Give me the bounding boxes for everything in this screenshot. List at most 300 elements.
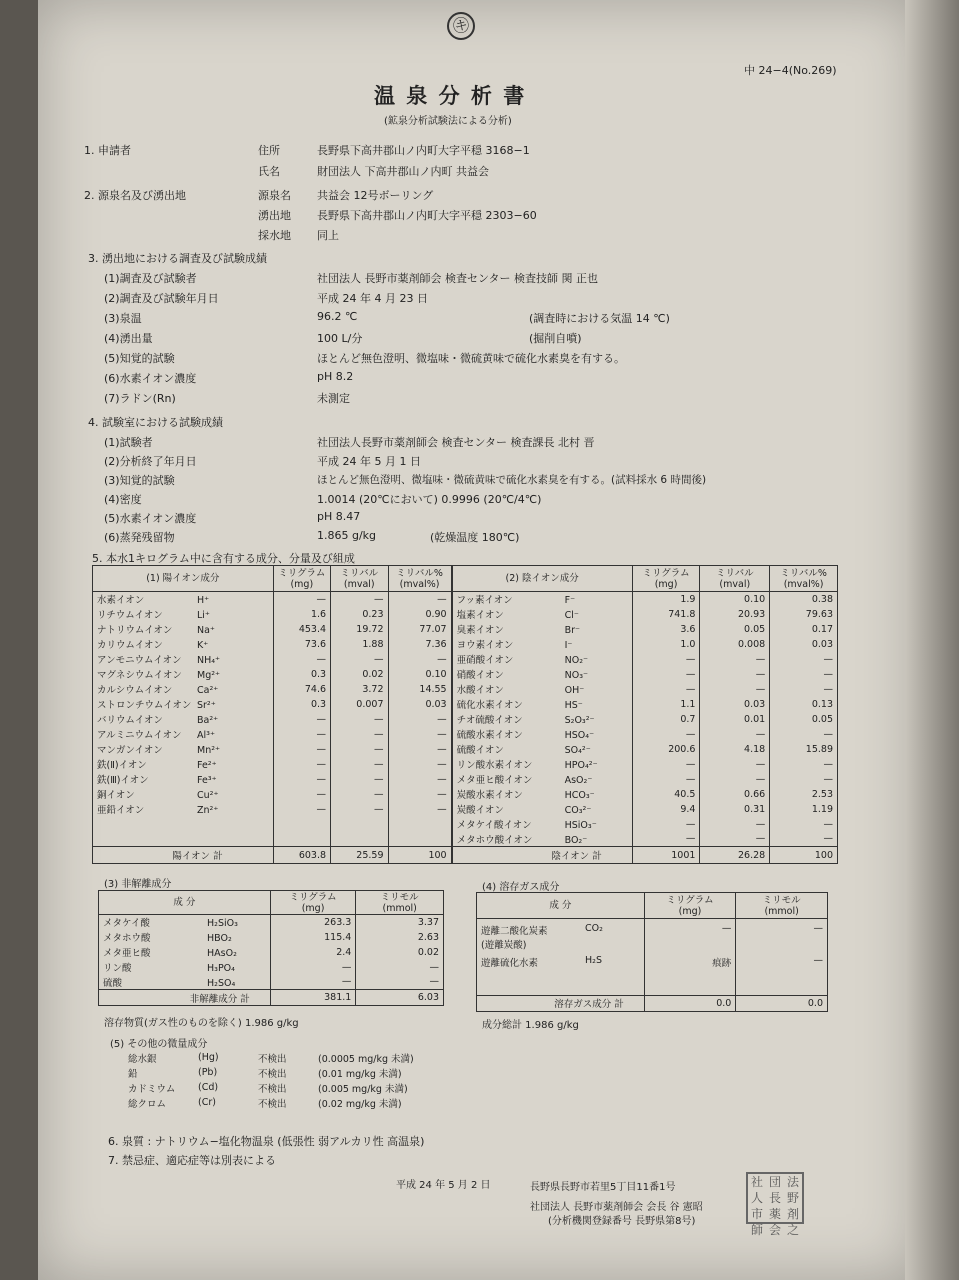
- anion-name-text: ヨウ素イオン: [456, 640, 514, 651]
- anion-value: 0.008: [700, 637, 770, 652]
- gas-total-label: 溶存ガス成分 計: [477, 995, 645, 1011]
- cation-formula: Zn²⁺: [197, 805, 219, 816]
- table-row: [93, 637, 838, 652]
- s3-value: 社団法人 長野市薬剤師会 検査センター 検査技師 関 正也: [317, 272, 599, 285]
- cation-total-mval: 25.59: [331, 847, 388, 864]
- anion-formula: S₂O₃²⁻: [564, 715, 595, 726]
- component-mg: —: [270, 975, 356, 990]
- seal-char: 野: [786, 1191, 799, 1205]
- trace-cell: 鉛: [128, 1068, 138, 1080]
- cation-value: 0.3: [273, 697, 330, 712]
- cation-value: 0.10: [388, 667, 452, 682]
- cation-value: 77.07: [388, 622, 452, 637]
- table-row: [124, 1095, 434, 1110]
- table-row: [93, 802, 838, 817]
- cation-name-text: アンモニウムイオン: [97, 655, 182, 666]
- anion-name: [452, 592, 633, 607]
- anion-value: —: [632, 757, 700, 772]
- cation-value: —: [273, 802, 330, 817]
- s3-label: (1)調査及び試験者: [104, 272, 197, 285]
- cation-formula: Na⁺: [197, 625, 215, 636]
- trace-cell: 不検出: [258, 1098, 287, 1110]
- component-name: 硫酸: [103, 977, 123, 989]
- gas-total-mg: 0.0: [644, 995, 736, 1011]
- field-test-heading: 3. 湧出地における調査及び試験成績: [88, 252, 267, 265]
- gas-total-mmol: 0.0: [736, 995, 828, 1011]
- seal-char: 団: [768, 1175, 781, 1189]
- cation-formula: Li⁺: [197, 610, 210, 621]
- anion-value: —: [770, 772, 838, 787]
- anion-total-pct: 100: [770, 847, 838, 864]
- gas-name: 遊離二酸化炭素 (遊離炭酸): [481, 926, 548, 951]
- table-row: [99, 945, 444, 960]
- anion-value: 0.05: [770, 712, 838, 727]
- cation-value: —: [388, 757, 452, 772]
- cation-value: 0.03: [388, 697, 452, 712]
- cation-formula: Mg²⁺: [197, 670, 221, 681]
- cation-value: —: [273, 772, 330, 787]
- anion-formula: AsO₂⁻: [564, 775, 593, 786]
- table-row: [93, 742, 838, 757]
- component-formula: H₂SO₄: [207, 977, 236, 989]
- trace-cell: (0.02 mg/kg 未満): [318, 1098, 402, 1110]
- anion-formula: HCO₃⁻: [564, 790, 595, 801]
- cation-name: [93, 682, 274, 697]
- mval-header: ミリバル (mval): [331, 566, 388, 592]
- cation-value: 3.72: [331, 682, 388, 697]
- anion-name: [452, 667, 633, 682]
- anion-formula: HPO₄²⁻: [564, 760, 598, 771]
- trace-cell: (0.005 mg/kg 未満): [318, 1083, 408, 1095]
- anion-formula: I⁻: [564, 640, 573, 651]
- cation-value: [331, 817, 388, 832]
- component-mg: —: [270, 960, 356, 975]
- anion-value: 1.19: [770, 802, 838, 817]
- s3-value: 平成 24 年 4 月 23 日: [317, 292, 428, 305]
- mval-pct-header: ミリバル% (mval%): [388, 566, 452, 592]
- official-seal-stamp: [746, 1172, 804, 1237]
- cation-formula: Al³⁺: [197, 730, 215, 741]
- seal-char: 法: [786, 1175, 799, 1189]
- anion-header: (2) 陰イオン成分: [452, 566, 633, 592]
- anion-total-label: 陰イオン 計: [452, 847, 633, 864]
- anion-value: 0.10: [700, 592, 770, 607]
- anion-formula: CO₃²⁻: [564, 805, 592, 816]
- seal-char: 薬: [768, 1207, 781, 1221]
- trace-cell: (Cd): [198, 1082, 219, 1093]
- component-mg: 2.4: [270, 945, 356, 960]
- anion-value: —: [632, 817, 700, 832]
- mval-pct-header: ミリバル% (mval%): [770, 566, 838, 592]
- table-row: [93, 832, 838, 847]
- cation-value: —: [273, 742, 330, 757]
- mval-header: ミリバル (mval): [700, 566, 770, 592]
- cation-value: —: [388, 742, 452, 757]
- cation-name: [93, 622, 274, 637]
- anion-name-text: 塩素イオン: [456, 610, 504, 621]
- table-row: [93, 607, 838, 622]
- composition-heading: 5. 本水1キログラム中に含有する成分、分量及び組成: [92, 552, 355, 565]
- table-row: [124, 1050, 434, 1065]
- address-value: 長野県下高井郡山ノ内町大字平穏 3168−1: [317, 144, 530, 157]
- anion-name: [452, 757, 633, 772]
- gas-formula: H₂S: [585, 955, 602, 966]
- component-formula: H₃PO₄: [207, 963, 235, 974]
- seal-char: 会: [768, 1223, 781, 1237]
- cation-value: —: [331, 712, 388, 727]
- cation-formula: Fe³⁺: [197, 775, 217, 786]
- table-row: [93, 727, 838, 742]
- component-formula: HAsO₂: [207, 948, 237, 959]
- table-row: [93, 652, 838, 667]
- s4-value: 1.0014 (20℃において) 0.9996 (20℃/4℃): [317, 493, 542, 506]
- gas-mg: 痕跡: [644, 951, 736, 995]
- anion-formula: OH⁻: [564, 685, 585, 696]
- trace-cell: (Pb): [198, 1067, 218, 1078]
- anion-value: 4.18: [700, 742, 770, 757]
- anion-value: —: [632, 832, 700, 847]
- s3-label: (6)水素イオン濃度: [104, 372, 197, 385]
- nd-total-mg: 381.1: [270, 990, 356, 1006]
- cation-value: —: [273, 787, 330, 802]
- cation-value: —: [331, 592, 388, 607]
- cation-value: 0.23: [331, 607, 388, 622]
- cation-name: [93, 607, 274, 622]
- cation-name-text: 鉄(Ⅲ)イオン: [97, 775, 149, 786]
- anion-formula: BO₂⁻: [564, 834, 588, 846]
- cation-name-text: リチウムイオン: [97, 610, 163, 621]
- table-row: [93, 787, 838, 802]
- cation-name: [93, 637, 274, 652]
- cation-name: [93, 787, 274, 802]
- nd-total-label: 非解離成分 計: [99, 990, 271, 1006]
- cation-value: [388, 817, 452, 832]
- cation-value: —: [273, 712, 330, 727]
- spring-quality: 6. 泉質 : ナトリウム−塩化物温泉 (低張性 弱アルカリ性 高温泉): [108, 1135, 425, 1148]
- gas-formula: CO₂: [585, 923, 603, 934]
- table-row: [93, 772, 838, 787]
- cation-value: —: [388, 712, 452, 727]
- anion-name-text: メタ亜ヒ酸イオン: [456, 775, 533, 786]
- anion-value: —: [700, 832, 770, 847]
- anion-name: [452, 817, 633, 832]
- table-row: [93, 592, 838, 607]
- gas-mmol: —: [736, 919, 828, 952]
- component-name: メタホウ酸: [103, 933, 151, 944]
- mg-header: ミリグラム (mg): [632, 566, 700, 592]
- cation-value: —: [331, 652, 388, 667]
- trace-cell: (Cr): [198, 1097, 216, 1108]
- name-value: 財団法人 下高井郡山ノ内町 共益会: [317, 165, 489, 178]
- trace-heading: (5) その他の微量成分: [110, 1039, 208, 1050]
- trace-cell: (0.01 mg/kg 未満): [318, 1068, 402, 1080]
- cation-formula: NH₄⁺: [197, 655, 221, 666]
- cation-name: [93, 817, 274, 832]
- cation-value: —: [331, 742, 388, 757]
- cation-total-mg: 603.8: [273, 847, 330, 864]
- cation-value: —: [273, 592, 330, 607]
- cation-value: [388, 832, 452, 847]
- anion-name-text: 炭酸イオン: [456, 805, 504, 816]
- cation-value: 1.88: [331, 637, 388, 652]
- anion-formula: HS⁻: [564, 700, 583, 711]
- s4-value: 平成 24 年 5 月 1 日: [317, 455, 421, 468]
- cation-value: 74.6: [273, 682, 330, 697]
- anion-name-text: 硫酸イオン: [456, 745, 504, 756]
- s4-label: (3)知覚的試験: [104, 474, 175, 487]
- mmol-header: ミリモル (mmol): [356, 891, 444, 915]
- cation-value: —: [331, 802, 388, 817]
- anion-value: 3.6: [632, 622, 700, 637]
- cation-value: 73.6: [273, 637, 330, 652]
- anion-value: 0.7: [632, 712, 700, 727]
- cation-name: [93, 667, 274, 682]
- anion-name-text: 水酸イオン: [456, 685, 504, 696]
- cation-value: —: [331, 772, 388, 787]
- cation-value: —: [388, 727, 452, 742]
- component-mmol: 2.63: [356, 930, 444, 945]
- anion-name-text: メタケイ酸イオン: [456, 820, 532, 831]
- indications-note: 7. 禁忌症、適応症等は別表による: [108, 1154, 276, 1167]
- anion-value: 9.4: [632, 802, 700, 817]
- anion-name-text: 亜硝酸イオン: [456, 655, 514, 666]
- anion-value: 200.6: [632, 742, 700, 757]
- cation-name-text: カルシウムイオン: [97, 685, 173, 696]
- s3-label: (7)ラドン(Rn): [104, 392, 176, 405]
- anion-value: 0.38: [770, 592, 838, 607]
- source-heading: 2. 源泉名及び湧出地: [84, 189, 186, 202]
- anion-name-text: フッ素イオン: [456, 595, 513, 607]
- s3-label: (4)湧出量: [104, 332, 153, 345]
- s3-value: 未測定: [317, 392, 350, 405]
- cation-formula: Cu²⁺: [197, 790, 219, 801]
- table-row: [99, 975, 444, 990]
- anion-value: 0.13: [770, 697, 838, 712]
- anion-name-text: 炭酸水素イオン: [456, 790, 523, 801]
- cation-value: [273, 817, 330, 832]
- gas-cell: [477, 919, 645, 952]
- component-mmol: —: [356, 975, 444, 990]
- seal-char: 市: [750, 1207, 763, 1221]
- table-row: [93, 757, 838, 772]
- s4-label: (1)試験者: [104, 436, 153, 449]
- cation-value: 0.90: [388, 607, 452, 622]
- cation-formula: Fe²⁺: [197, 760, 217, 771]
- anion-name-text: 硫化水素イオン: [456, 700, 523, 711]
- component-name: リン酸: [103, 963, 132, 974]
- anion-value: —: [770, 832, 838, 847]
- anion-value: —: [632, 652, 700, 667]
- address-label: 住所: [258, 144, 280, 157]
- cation-name-text: 水素イオン: [97, 595, 145, 607]
- nondissociated-table: [98, 890, 444, 1006]
- org-address: 長野県長野市若里5丁目11番1号: [530, 1182, 676, 1193]
- anion-name-text: 硫酸水素イオン: [456, 730, 523, 741]
- anion-name: [452, 712, 633, 727]
- s4-label: (5)水素イオン濃度: [104, 512, 197, 525]
- s4-label: (6)蒸発残留物: [104, 531, 175, 544]
- s4-value: 1.865 g/kg: [317, 529, 377, 542]
- mg-header: ミリグラム (mg): [273, 566, 330, 592]
- table-row: [477, 951, 828, 995]
- table-row: [99, 930, 444, 945]
- cation-value: —: [331, 757, 388, 772]
- anion-value: 0.31: [700, 802, 770, 817]
- seal-char: 之: [786, 1223, 799, 1237]
- anion-value: —: [700, 652, 770, 667]
- anion-value: 15.89: [770, 742, 838, 757]
- cation-formula: Ba²⁺: [197, 715, 219, 726]
- lab-test-heading: 4. 試験室における試験成績: [88, 416, 223, 429]
- anion-value: —: [770, 652, 838, 667]
- anion-value: 741.8: [632, 607, 700, 622]
- nd-total-mmol: 6.03: [356, 990, 444, 1006]
- anion-name: [452, 607, 633, 622]
- component-formula: H₂SiO₃: [207, 918, 238, 930]
- seal-char: 長: [768, 1191, 781, 1205]
- trace-cell: カドミウム: [128, 1083, 176, 1095]
- component-cell: [99, 960, 271, 975]
- anion-value: 1.9: [632, 592, 700, 607]
- cation-name-text: バリウムイオン: [97, 715, 163, 726]
- anion-value: 40.5: [632, 787, 700, 802]
- seal-char: 社: [750, 1175, 763, 1189]
- s3-note: (調査時における気温 14 ℃): [529, 312, 670, 325]
- name-label: 氏名: [258, 165, 280, 178]
- anion-value: —: [632, 667, 700, 682]
- anion-formula: NO₃⁻: [564, 670, 589, 681]
- dissolved-total: 溶存物質(ガス性のものを除く) 1.986 g/kg: [104, 1018, 299, 1029]
- cation-formula: Mn²⁺: [197, 745, 221, 756]
- cation-formula: Sr²⁺: [197, 700, 216, 711]
- cation-value: 1.6: [273, 607, 330, 622]
- table-row: [93, 667, 838, 682]
- issue-date: 平成 24 年 5 月 2 日: [396, 1180, 491, 1191]
- s4-value: pH 8.47: [317, 510, 361, 523]
- cation-value: —: [388, 592, 452, 607]
- anion-name: [452, 622, 633, 637]
- cation-value: —: [331, 787, 388, 802]
- cation-value: 7.36: [388, 637, 452, 652]
- anion-value: —: [770, 757, 838, 772]
- cation-total-label: 陽イオン 計: [93, 847, 274, 864]
- anion-value: —: [700, 667, 770, 682]
- anion-value: —: [700, 817, 770, 832]
- anion-name-text: チオ硫酸イオン: [456, 715, 523, 726]
- component-cell: [99, 975, 271, 990]
- cation-value: —: [273, 652, 330, 667]
- location-value: 長野県下高井郡山ノ内町大字平穏 2303−60: [317, 209, 537, 222]
- cation-value: —: [388, 787, 452, 802]
- s3-value: 100 L/分: [317, 332, 363, 345]
- component-cell: [99, 915, 271, 930]
- anion-name: [452, 832, 633, 847]
- component-name: メタ亜ヒ酸: [103, 948, 151, 959]
- s4-label: (2)分析終了年月日: [104, 455, 197, 468]
- cation-name-text: アルミニウムイオン: [97, 730, 182, 741]
- anion-value: —: [770, 817, 838, 832]
- source-value: 共益会 12号ボーリング: [317, 189, 434, 202]
- anion-value: —: [770, 727, 838, 742]
- table-row: [93, 682, 838, 697]
- s3-label: (3)泉温: [104, 312, 142, 325]
- anion-value: —: [700, 757, 770, 772]
- trace-cell: 不検出: [258, 1053, 287, 1065]
- anion-value: 0.17: [770, 622, 838, 637]
- page-edge: [905, 0, 959, 1280]
- s3-label: (5)知覚的試験: [104, 352, 175, 365]
- nondissociated-heading: (3) 非解離成分: [104, 879, 172, 890]
- cation-value: —: [273, 727, 330, 742]
- anion-name: [452, 727, 633, 742]
- table-row: [93, 712, 838, 727]
- component-cell: [99, 930, 271, 945]
- trace-cell: 不検出: [258, 1068, 287, 1080]
- s3-note: (掘削自噴): [529, 332, 582, 345]
- registration-number: (分析機関登録番号 長野県第8号): [548, 1216, 696, 1227]
- anion-formula: Cl⁻: [564, 610, 579, 621]
- cation-value: —: [388, 802, 452, 817]
- anion-value: —: [700, 772, 770, 787]
- seal-char: 剤: [786, 1207, 799, 1221]
- anion-total-mval: 26.28: [700, 847, 770, 864]
- component-mmol: —: [356, 960, 444, 975]
- cation-formula: H⁺: [197, 595, 210, 607]
- anion-value: —: [770, 667, 838, 682]
- component-mg: 263.3: [270, 915, 356, 930]
- document-ref: 中 24−4(No.269): [744, 64, 837, 77]
- anion-value: 0.66: [700, 787, 770, 802]
- cation-value: [331, 832, 388, 847]
- component-mmol: 3.37: [356, 915, 444, 930]
- cation-name: [93, 697, 274, 712]
- anion-formula: SO₄²⁻: [564, 745, 591, 756]
- page-title: 温 泉 分 析 書: [374, 84, 527, 108]
- cation-value: 14.55: [388, 682, 452, 697]
- cation-name-text: 亜鉛イオン: [97, 805, 145, 816]
- table-row: [93, 817, 838, 832]
- anion-name: [452, 742, 633, 757]
- location-label: 湧出地: [258, 209, 291, 222]
- page-subtitle: (鉱泉分析試験法による分析): [384, 116, 512, 127]
- component-mg: 115.4: [270, 930, 356, 945]
- anion-name-text: リン酸水素イオン: [456, 760, 533, 771]
- gas-name: 遊離硫化水素: [481, 958, 539, 969]
- table-row: [477, 919, 828, 952]
- anion-value: —: [632, 727, 700, 742]
- gas-table: [476, 892, 828, 1012]
- anion-total-mg: 1001: [632, 847, 700, 864]
- component-header: 成 分: [477, 893, 645, 919]
- component-formula: HBO₂: [207, 933, 232, 944]
- gas-mg: —: [644, 919, 736, 952]
- cation-name: [93, 832, 274, 847]
- table-row: [99, 960, 444, 975]
- anion-name: [452, 637, 633, 652]
- anion-formula: NO₂⁻: [564, 655, 589, 666]
- source-label: 源泉名: [258, 189, 291, 202]
- anion-name: [452, 802, 633, 817]
- cation-name: [93, 742, 274, 757]
- anion-value: 79.63: [770, 607, 838, 622]
- cation-name-text: マグネシウムイオン: [97, 670, 182, 681]
- s4-value: 社団法人長野市薬剤師会 検査センター 検査課長 北村 晋: [317, 436, 595, 449]
- cation-name: [93, 652, 274, 667]
- anion-name-text: 臭素イオン: [456, 625, 504, 636]
- cation-name: [93, 727, 274, 742]
- grand-total: 成分総計 1.986 g/kg: [482, 1020, 579, 1031]
- component-header: 成 分: [99, 891, 271, 915]
